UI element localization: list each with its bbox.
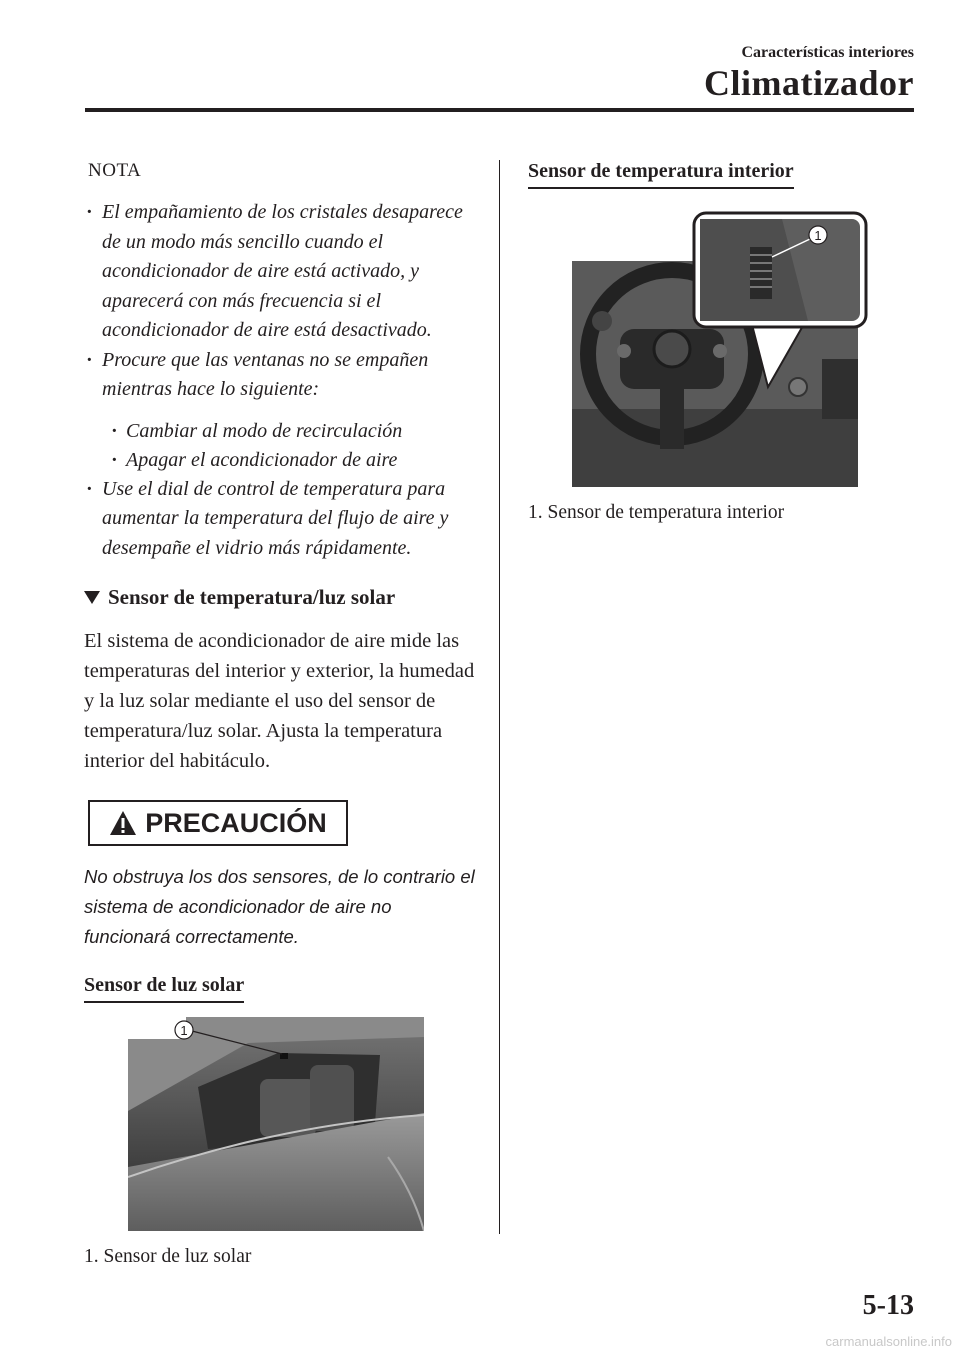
section-heading-text: Sensor de temperatura/luz solar [108, 585, 396, 609]
right-column [528, 160, 888, 524]
note-sub-item: · Apagar el acondicionador de aire [84, 446, 476, 475]
solar-sensor-figure [128, 1017, 424, 1231]
header-chapter-title: Climatizador [704, 63, 914, 103]
caution-box [88, 800, 348, 846]
triangle-bullet-icon [84, 591, 100, 604]
interior-sensor-heading: Sensor de temperatura interior [528, 160, 794, 189]
watermark: carmanualsonline.info [825, 1334, 952, 1349]
header-section-title: Características interiores [741, 44, 914, 61]
nota-label: NOTA [88, 160, 142, 181]
page-number: 5-13 [862, 1290, 914, 1321]
interior-sensor-figure [572, 209, 872, 487]
solar-figure-caption: 1. Sensor de luz solar [84, 1246, 252, 1267]
left-column [84, 160, 476, 1268]
column-divider [499, 160, 500, 1234]
solar-sensor-heading: Sensor de luz solar [84, 974, 244, 1003]
caution-label: PRECAUCIÓN [145, 807, 327, 838]
interior-figure-caption: 1. Sensor de temperatura interior [528, 502, 785, 523]
section-heading [84, 585, 476, 610]
body-paragraph: El sistema de acondicionador de aire mide las temperaturas del interior y exterior, la humedad y la luz solar mediante el uso del sensor de temperatura/luz solar. Ajusta la temperatura interior del habitáculo. [84, 630, 475, 772]
warning-icon [109, 810, 137, 836]
note-item: · Use el dial de control de temperatura para aumentar la temperatura del flujo de aire y desempañe el vidrio más rápidamente. [84, 475, 476, 564]
note-item: · Procure que las ventanas no se empañen mientras hace lo siguiente: [84, 346, 476, 405]
interior-callout-number: 1 [814, 228, 822, 243]
caution-text: No obstruya los dos sensores, de lo contrario el sistema de acondicionador de aire no funcionará correctamente. [84, 866, 475, 947]
note-sub-item: · Cambiar al modo de recirculación [84, 417, 476, 446]
note-item: · El empañamiento de los cristales desaparece de un modo más sencillo cuando el acondicionador de aire está activado, y aparecerá con más frecuencia si el acondicionador de aire está desactivado. [84, 198, 476, 346]
solar-callout-number: 1 [180, 1023, 188, 1038]
header-rule [85, 108, 914, 112]
